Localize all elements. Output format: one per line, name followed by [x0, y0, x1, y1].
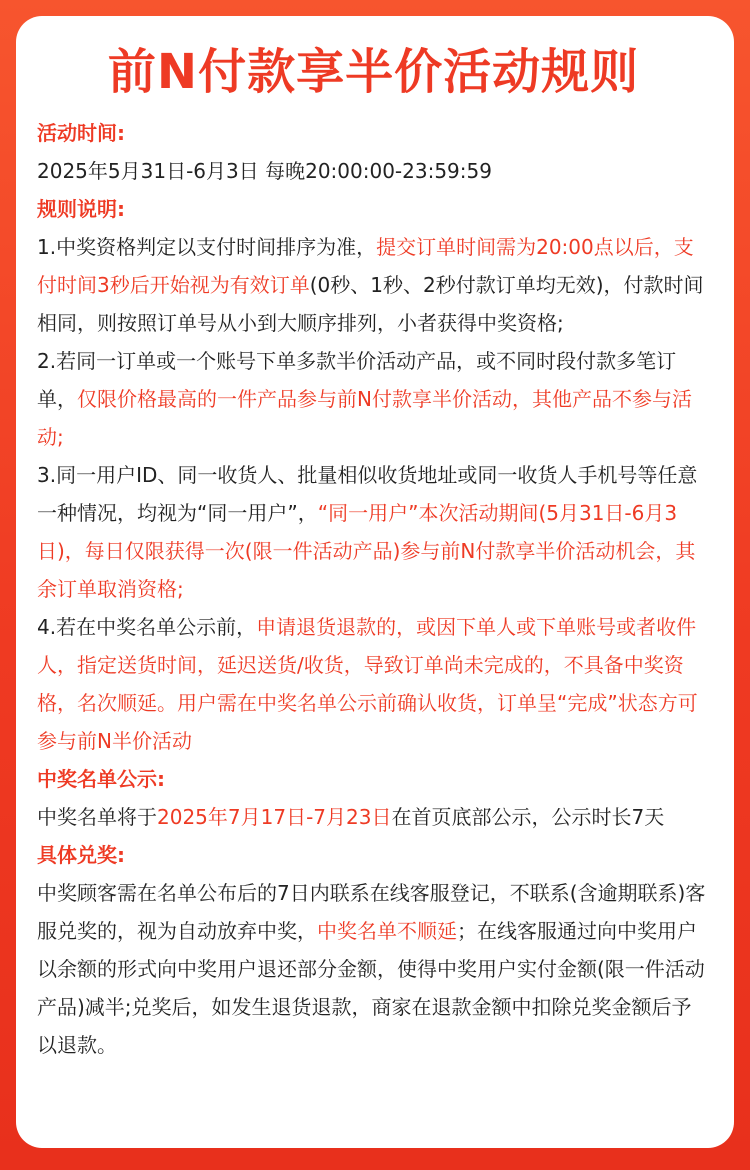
announce-date: 2025年7月17日-7月23日 — [157, 805, 392, 829]
redeem-text-a: 中奖顾客需在名单公布后的7日内联系在线客服登记，不联系(含逾期联系)客服兑奖的，视为自动放弃中奖， — [37, 881, 706, 943]
announce-text: 中奖名单将于 — [37, 805, 157, 829]
winner-announce-text — [37, 798, 710, 836]
rules-heading: 规则说明: — [37, 197, 125, 221]
redeem-heading: 具体兑奖: — [37, 843, 125, 867]
rule-4-highlight: 申请退货退款的，或因下单人或下单账号或者收件人，指定送货时间，延迟送货/收货，导致订单尚未完成的，不具备中奖资格，名次顺延。用户需在中奖名单公示前确认收货，订单呈“完成”状态方可参与前N半价活动 — [37, 615, 698, 753]
activity-time-text: 2025年5月31日-6月3日 每晚20:00:00-23:59:59 — [37, 159, 492, 183]
rule-4 — [37, 608, 710, 760]
rule-1 — [37, 228, 710, 342]
rule-3 — [37, 456, 710, 608]
rule-1-highlight: 提交订单时间需为20:00点以后，支付时间3秒后开始视为有效订单 — [37, 235, 694, 297]
winner-announce-heading: 中奖名单公示: — [37, 767, 165, 791]
rule-3-highlight: “同一用户”本次活动期间(5月31日-6月3日)，每日仅限获得一次(限一件活动产品)参与前N付款享半价活动机会，其余订单取消资格; — [37, 501, 696, 601]
page-title: 前N付款享半价活动规则 — [107, 44, 640, 100]
redeem-text — [37, 874, 710, 1064]
rule-3-text: 3.同一用户ID、同一收货人、批量相似收货地址或同一收货人手机号等任意一种情况，均视为“同一用户”， — [37, 463, 698, 525]
announce-rest: 在首页底部公示，公示时长7天 — [391, 805, 665, 829]
rule-2-text: 2.若同一订单或一个账号下单多款半价活动产品，或不同时段付款多笔订单， — [37, 349, 677, 411]
rule-4-text: 4.若在中奖名单公示前， — [37, 615, 257, 639]
redeem-highlight: 中奖名单不顺延 — [317, 919, 457, 943]
rule-1-rest: (0秒、1秒、2秒付款订单均无效)，付款时间相同，则按照订单号从小到大顺序排列，小者获得中奖资格; — [37, 273, 704, 335]
rule-1-text: 1.中奖资格判定以支付时间排序为准， — [37, 235, 377, 259]
redeem-text-c: ；在线客服通过向中奖用户以余额的形式向中奖用户退还部分金额，使得中奖用户实付金额(限一件活动产品)减半;兑奖后，如发生退货退款，商家在退款金额中扣除兑奖金额后予以退款。 — [37, 919, 705, 1057]
activity-time-heading: 活动时间: — [37, 121, 125, 145]
rules-card — [16, 16, 734, 1148]
rule-2 — [37, 342, 710, 456]
rule-2-highlight: 仅限价格最高的一件产品参与前N付款享半价活动，其他产品不参与活动; — [37, 387, 692, 449]
